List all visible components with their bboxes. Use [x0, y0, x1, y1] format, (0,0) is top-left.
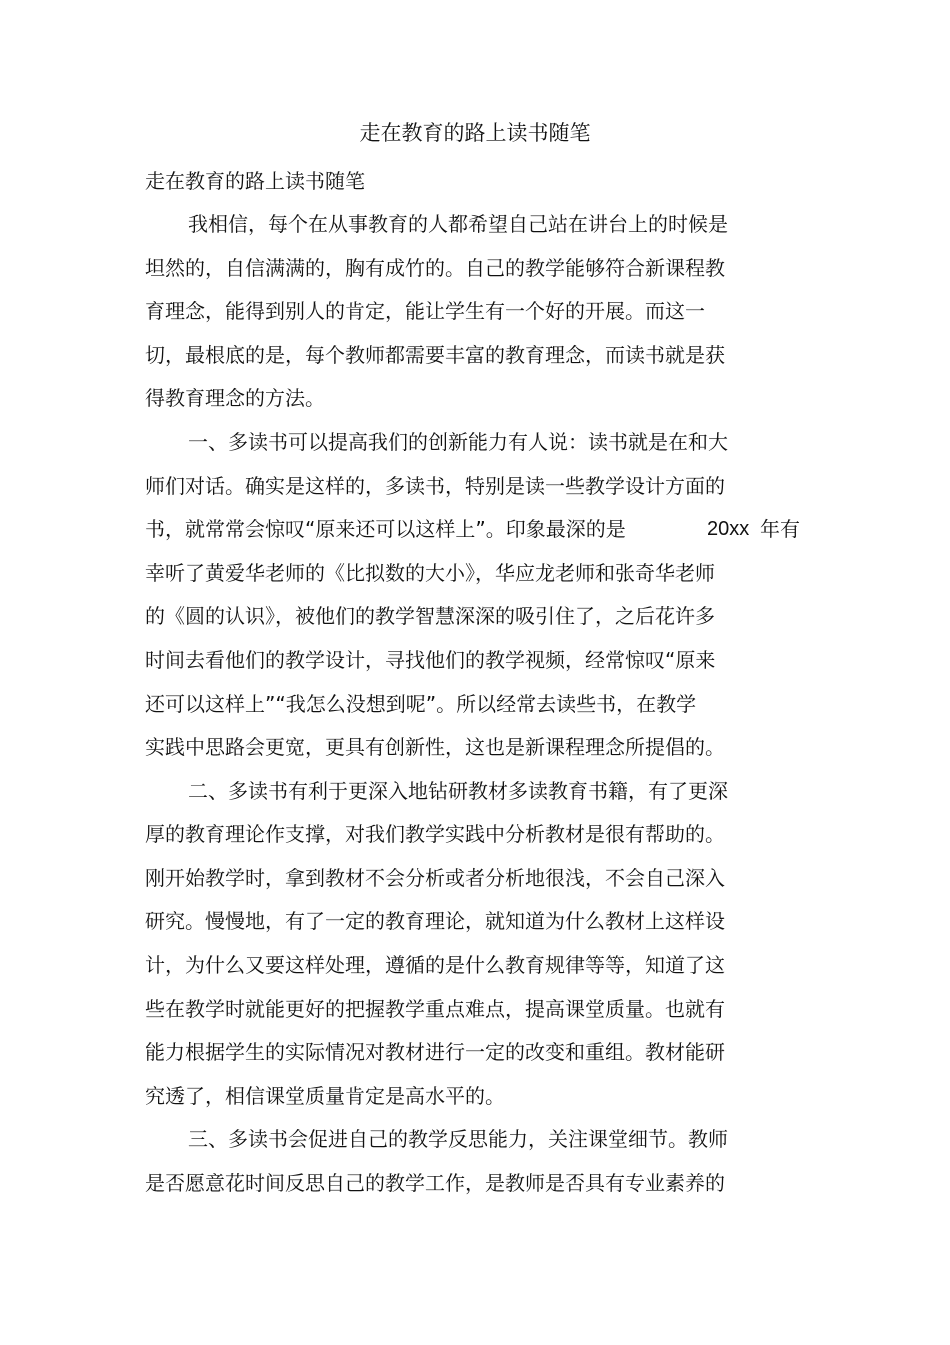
year-text: 20xx: [707, 518, 750, 540]
text-line: 计，为什么又要这样处理，遵循的是什么教育规律等等，知道了这: [145, 953, 725, 977]
text-line: 我相信，每个在从事教育的人都希望自己站在讲台上的时候是: [188, 212, 728, 236]
text-line: 幸听了黄爱华老师的《比拟数的大小》，华应龙老师和张奇华老师: [145, 561, 715, 585]
text-line: 育理念，能得到别人的肯定，能让学生有一个好的开展。而这一: [145, 299, 705, 323]
text-line: 时间去看他们的教学设计，寻找他们的教学视频，经常惊叹“原来: [145, 648, 716, 672]
text-line: 师们对话。确实是这样的，多读书，特别是读一些教学设计方面的: [145, 474, 725, 498]
text-line: 能力根据学生的实际情况对教材进行一定的改变和重组。教材能研: [145, 1040, 725, 1064]
text-line: 坦然的，自信满满的，胸有成竹的。自己的教学能够符合新课程教: [145, 256, 725, 280]
text-line: 些在教学时就能更好的把握教学重点难点，提高课堂质量。也就有: [145, 997, 725, 1021]
text-line: 刚开始教学时，拿到教材不会分析或者分析地很浅，不会自己深入: [145, 866, 725, 890]
text-line: 得教育理念的方法。: [145, 386, 325, 410]
text-line: 的《圆的认识》，被他们的教学智慧深深的吸引住了，之后花许多: [145, 604, 715, 628]
text-line: 是否愿意花时间反思自己的教学工作，是教师是否具有专业素养的: [145, 1171, 725, 1195]
text-line: 一、多读书可以提高我们的创新能力有人说：读书就是在和大: [188, 430, 728, 454]
document-subtitle: 走在教育的路上读书随笔: [145, 169, 365, 193]
text-line: 三、多读书会促进自己的教学反思能力，关注课堂细节。教师: [188, 1127, 728, 1151]
text-line: 研究。慢慢地，有了一定的教育理论，就知道为什么教材上这样设: [145, 909, 725, 933]
document-title: 走在教育的路上读书随笔: [359, 121, 591, 145]
text-line: 厚的教育理论作支撑，对我们教学实践中分析教材是很有帮助的。: [145, 822, 725, 846]
text-line: 二、多读书有利于更深入地钻研教材多读教育书籍，有了更深: [188, 779, 728, 803]
text-line: 切，最根底的是，每个教师都需要丰富的教育理念，而读书就是获: [145, 343, 725, 367]
text-line: 实践中思路会更宽，更具有创新性，这也是新课程理念所提倡的。: [145, 735, 725, 759]
text-line: 究透了，相信课堂质量肯定是高水平的。: [145, 1084, 505, 1108]
text-line: 书，就常常会惊叹“原来还可以这样上”。印象最深的是: [145, 517, 626, 541]
text-line: 还可以这样上”“我怎么没想到呢”。所以经常去读些书，在教学: [145, 692, 697, 716]
text-line: 年有: [760, 517, 800, 541]
